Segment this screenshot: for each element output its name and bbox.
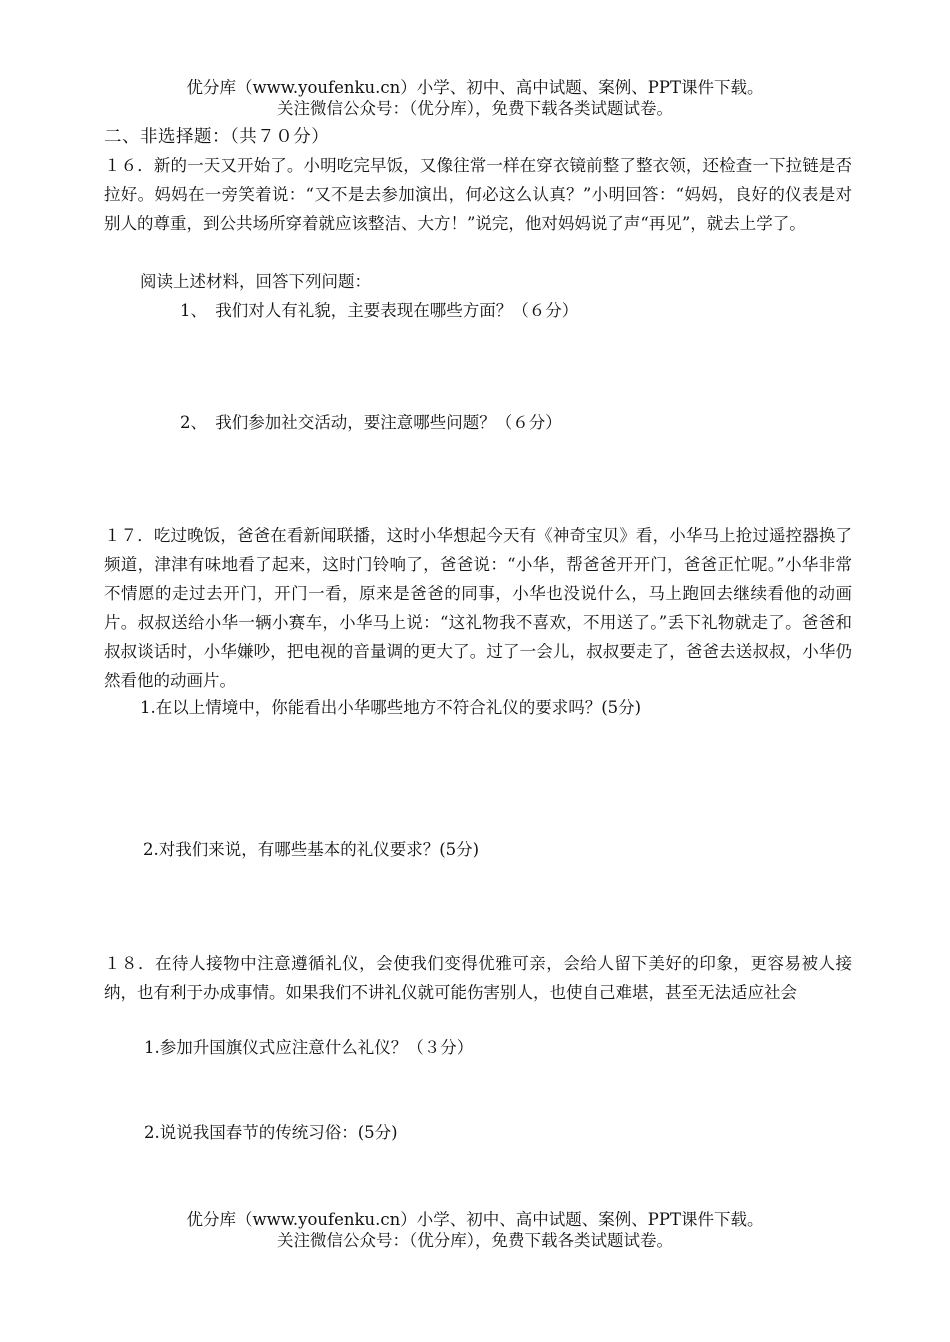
q18-passage: １８．在待人接物中注意遵循礼仪，会使我们变得优雅可亲，会给人留下美好的印象，更容易被人接纳，也有利于办成事情。如果我们不讲礼仪就可能伤害别人，也使自己难堪，甚至无法适应社会 [104, 954, 852, 1002]
q17-subquestion-1: 1.在以上情境中，你能看出小华哪些地方不符合礼仪的要求吗？(5分) [140, 698, 642, 717]
q16-passage: １６．新的一天又开始了。小明吃完早饭，又像往常一样在穿衣镜前整了整衣领，还检查一下拉链是否拉好。妈妈在一旁笑着说：“又不是去参加演出，何必这么认真？”小明回答：“妈妈，良好的仪表是对别人的尊重，到公共场所穿着就应该整洁、大方！”说完，他对妈妈说了声“再见”，就去上学了。 [104, 156, 852, 233]
footer-line-1: 优分库（www.youfenku.cn）小学、初中、高中试题、案例、PPT课件下载。 [186, 1210, 764, 1229]
header-line-1: 优分库（www.youfenku.cn）小学、初中、高中试题、案例、PPT课件下载。 [186, 78, 764, 97]
section-title: 二、非选择题：（共７０分） [104, 127, 330, 147]
q16-instruction: 阅读上述材料，回答下列问题： [140, 272, 371, 291]
footer-line-2: 关注微信公众号：（优分库），免费下载各类试题试卷。 [277, 1231, 673, 1250]
q18-subquestion-2: 2.说说我国春节的传统习俗：(5分) [144, 1123, 398, 1142]
q16-subquestion-1: 1、 我们对人有礼貌，主要表现在哪些方面？（６分） [180, 301, 579, 320]
q17-passage: １７．吃过晚饭，爸爸在看新闻联播，这时小华想起今天有《神奇宝贝》看，小华马上抢过遥控器换了频道，津津有味地看了起来，这时门铃响了，爸爸说：“小华，帮爸爸开开门，爸爸正忙呢。”小华非常不情愿的走过去开门，开门一看，原来是爸爸的同事，小华也没说什么，马上跑回去继续看他的动画片。叔叔送给小华一辆小赛车，小华马上说：“这礼物我不喜欢，不用送了。”丢下礼物就走了。爸爸和叔叔谈话时，小华嫌吵，把电视的音量调的更大了。过了一会儿，叔叔要走了，爸爸去送叔叔，小华仍然看他的动画片。 [104, 526, 852, 690]
q17-subquestion-2: 2.对我们来说，有哪些基本的礼仪要求？(5分) [143, 840, 480, 859]
q16-subquestion-2: 2、 我们参加社交活动，要注意哪些问题？（６分） [180, 413, 562, 432]
header-line-2: 关注微信公众号：（优分库），免费下载各类试题试卷。 [277, 99, 673, 118]
q18-subquestion-1: 1.参加升国旗仪式应注意什么礼仪？（３分） [144, 1038, 474, 1057]
